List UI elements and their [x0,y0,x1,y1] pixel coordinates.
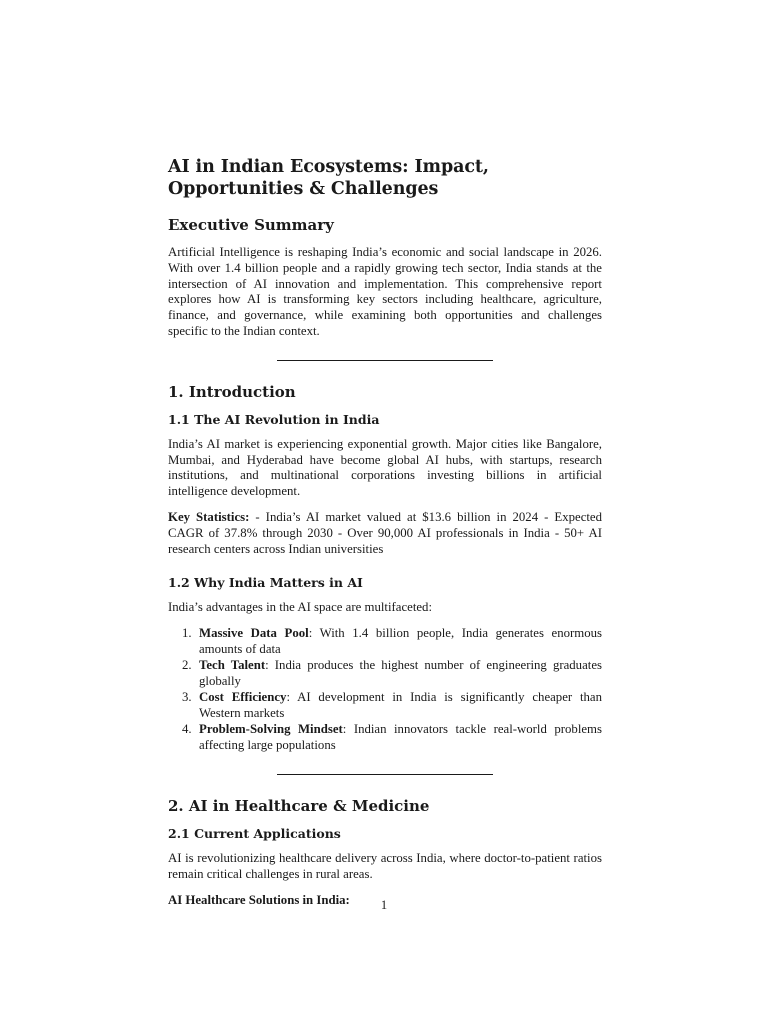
list-item-text: : Indian innovators tackle real-world problems affecting large populations [199,722,602,753]
subsection-1-1-text: India’s AI market is experiencing exponential growth. Major cities like Bangalore, Mumbai, and Hyderabad have become global AI hubs, with startups, research institutions, and multinational corporations investing billions in artificial intelligence development. [168,436,602,499]
subsection-2-1-text: AI is revolutionizing healthcare delivery across India, where doctor-to-patient ratios remain critical challenges in rural areas. [168,851,602,881]
list-item-text: : India produces the highest number of engineering graduates globally [199,658,602,689]
key-statistics-text: - India’s AI market valued at $13.6 billion in 2024 - Expected CAGR of 37.8% through 2030 - Over 90,000 AI professionals in India - 50+ AI research centers across Indian universities [168,509,603,556]
list-item [168,722,602,754]
subsection-1-2-heading: 1.2 Why India Matters in AI [168,575,363,591]
executive-summary-heading: Executive Summary [168,216,334,234]
advantages-list [168,626,602,754]
section-divider [277,774,493,775]
key-statistics-paragraph [168,510,602,557]
list-item-label: Cost Efficiency [199,690,287,705]
list-item-number: 4. [182,722,192,737]
subsection-1-2-intro: India’s advantages in the AI space are multifaceted: [168,600,433,615]
list-item [168,626,602,658]
list-item [168,690,602,722]
list-item-number: 2. [182,658,192,673]
list-item-label: Tech Talent [199,658,266,673]
section-2-heading: 2. AI in Healthcare & Medicine [168,797,430,816]
list-item-label: Massive Data Pool [199,626,309,641]
document-title: AI in Indian Ecosystems: Impact, Opportunities & Challenges [168,157,489,199]
section-divider [277,360,493,361]
healthcare-solutions-label: AI Healthcare Solutions in India: [168,892,350,907]
subsection-2-1-heading: 2.1 Current Applications [168,826,341,842]
list-item-text: : AI development in India is significantly cheaper than Western markets [199,690,603,721]
page-number: 1 [380,898,388,912]
section-1-heading: 1. Introduction [168,382,296,401]
list-item-text: : With 1.4 billion people, India generates enormous amounts of data [199,626,602,656]
subsection-1-1-heading: 1.1 The AI Revolution in India [168,411,380,427]
list-item-number: 3. [182,690,192,705]
list-item [168,658,602,690]
key-statistics-label: Key Statistics: [168,509,250,524]
list-item-label: Problem-Solving Mindset [199,722,343,737]
executive-summary-text: Artificial Intelligence is reshaping India’s economic and social landscape in 2026. With over 1.4 billion people and a rapidly growing tech sector, India stands at the intersection of AI innovation and implementation. This comprehensive report explores how AI is transforming key sectors including healthcare, agriculture, finance, and governance, while examining both opportunities and challenges specific to the Indian context. [168,245,602,338]
list-item-number: 1. [182,626,192,641]
document-page [168,150,602,918]
